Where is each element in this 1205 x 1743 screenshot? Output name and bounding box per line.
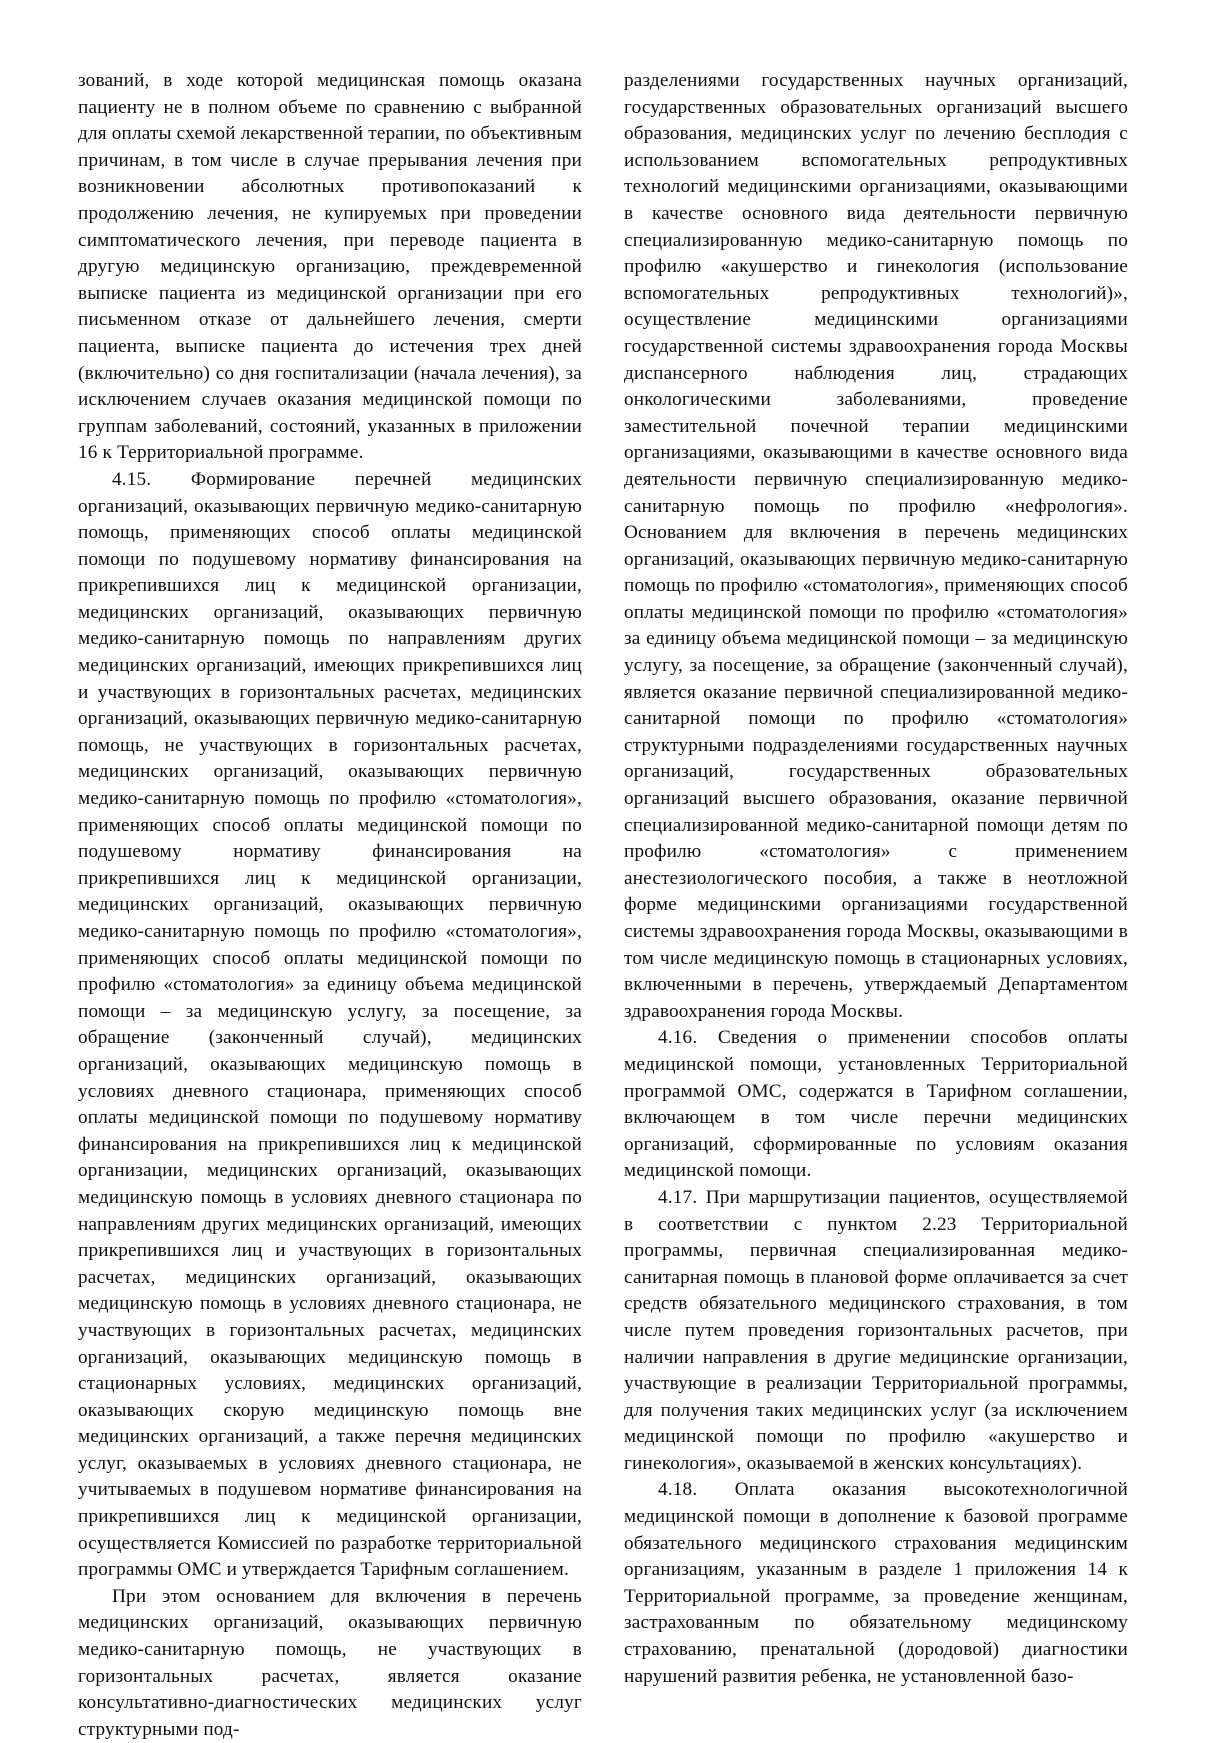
- paragraph-4-16: 4.16. Сведения о применении способов оплаты медицинской помощи, установленных Территориальной программой ОМС, содержатся в Тарифном соглашении, включающем в том числе перечни медицинских организаций, сформированные по условиям оказания медицинской помощи.: [624, 1027, 1128, 1182]
- right-column: [624, 68, 1128, 1687]
- paragraph-4-17: 4.17. При маршрутизации пациентов, осуществляемой в соответствии с пунктом 2.23 Территориальной программы, первичная специализированная медико-санитарная помощь в плановой форме оплачивается за счет средств обязательного медицинского страхования, в том числе путем проведения горизонтальных расчетов, при наличии направления в другие медицинские организации, участвующие в реализации Территориальной программы, для получения таких медицинских услуг (за исключением медицинской помощи по профилю «акушерство и гинекология», оказываемой в женских консультациях).: [624, 1186, 1128, 1474]
- paragraph-4-18: 4.18. Оплата оказания высокотехнологичной медицинской помощи в дополнение к базовой программе обязательного медицинского страхования медицинским организациям, указанным в разделе 1 приложения 14 к Территориальной программе, за проведение женщинам, застрахованным по обязательному медицинскому страхованию, пренатальной (дородовой) диагностики нарушений развития ребенка, не установленной базо-: [624, 1479, 1128, 1687]
- paragraph-4-15-note: При этом основанием для включения в перечень медицинских организаций, оказывающих первичную медико-санитарную помощь, не участвующих в горизонтальных расчетах, является оказание консультативно-диагностических медицинских услуг структурными под-: [78, 1585, 582, 1740]
- paragraph-continued-top: зований, в ходе которой медицинская помощь оказана пациенту не в полном объеме по сравнению с выбранной для оплаты схемой лекарственной терапии, по объективным причинам, в том числе в случае прерывания лечения при возникновении абсолютных противопоказаний к продолжению лечения, не купируемых при проведении симптоматического лечения, при переводе пациента в другую медицинскую организацию, преждевременной выписке пациента из медицинской организации при его письменном отказе от дальнейшего лечения, смерти пациента, выписке пациента до истечения трех дней (включительно) со дня госпитализации (начала лечения), за исключением случаев оказания медицинской помощи по группам заболеваний, состояний, указанных в приложении 16 к Территориальной программе.: [78, 70, 582, 464]
- two-column-layout: [78, 68, 1128, 1740]
- left-column: [78, 68, 582, 1740]
- paragraph-continued-right: разделениями государственных научных организаций, государственных образовательных организаций высшего образования, медицинских услуг по лечению бесплодия с использованием вспомогательных репродуктивных технологий медицинскими организациями, оказывающими в качестве основного вида деятельности первичную специализированную медико-санитарную помощь по профилю «акушерство и гинекология (использование вспомогательных репродуктивных технологий)», осуществление медицинскими организациями государственной системы здравоохранения города Москвы диспансерного наблюдения лиц, страдающих онкологическими заболеваниями, проведение заместительной почечной терапии медицинскими организациями, оказывающими в качестве основного вида деятельности первичную специализированную медико-санитарную помощь по профилю «нефрология». Основанием для включения в перечень медицинских организаций, оказывающих первичную медико-санитарную помощь по профилю «стоматология», применяющих способ оплаты медицинской помощи по профилю «стоматология» за единицу объема медицинской помощи – за медицинскую услугу, за посещение, за обращение (законченный случай), является оказание первичной специализированной медико-санитарной помощи по профилю «стоматология» структурными подразделениями государственных научных организаций, государственных образовательных организаций высшего образования, оказание первичной специализированной медико-санитарной помощи детям по профилю «стоматология» с применением анестезиологического пособия, а также в неотложной форме медицинскими организациями государственной системы здравоохранения города Москвы, оказывающими в том числе медицинскую помощь в стационарных условиях, включенными в перечень, утверждаемый Департаментом здравоохранения города Москвы.: [624, 70, 1128, 1022]
- paragraph-4-15: 4.15. Формирование перечней медицинских организаций, оказывающих первичную медико-санитарную помощь, применяющих способ оплаты медицинской помощи по подушевому нормативу финансирования на прикрепившихся лиц к медицинской организации, медицинских организаций, оказывающих первичную медико-санитарную помощь по направлениям других медицинских организаций, имеющих прикрепившихся лиц и участвующих в горизонтальных расчетах, медицинских организаций, оказывающих первичную медико-санитарную помощь, не участвующих в горизонтальных расчетах, медицинских организаций, оказывающих первичную медико-санитарную помощь по профилю «стоматология», применяющих способ оплаты медицинской помощи по подушевому нормативу финансирования на прикрепившихся лиц к медицинской организации, медицинских организаций, оказывающих первичную медико-санитарную помощь по профилю «стоматология», применяющих способ оплаты медицинской помощи по профилю «стоматология» за единицу объема медицинской помощи – за медицинскую услугу, за посещение, за обращение (законченный случай), медицинских организаций, оказывающих медицинскую помощь в условиях дневного стационара, применяющих способ оплаты медицинской помощи по подушевому нормативу финансирования на прикрепившихся лиц к медицинской организации, медицинских организаций, оказывающих медицинскую помощь в условиях дневного стационара по направлениям других медицинских организаций, имеющих прикрепившихся лиц и участвующих в горизонтальных расчетах, медицинских организаций, оказывающих медицинскую помощь в условиях дневного стационара, не участвующих в горизонтальных расчетах, медицинских организаций, оказывающих медицинскую помощь в стационарных условиях, медицинских организаций, оказывающих скорую медицинскую помощь вне медицинских организаций, а также перечня медицинских услуг, оказываемых в условиях дневного стационара, не учитываемых в подушевом нормативе финансирования на прикрепившихся лиц к медицинской организации, осуществляется Комиссией по разработке территориальной программы ОМС и утверждается Тарифным соглашением.: [78, 468, 582, 1581]
